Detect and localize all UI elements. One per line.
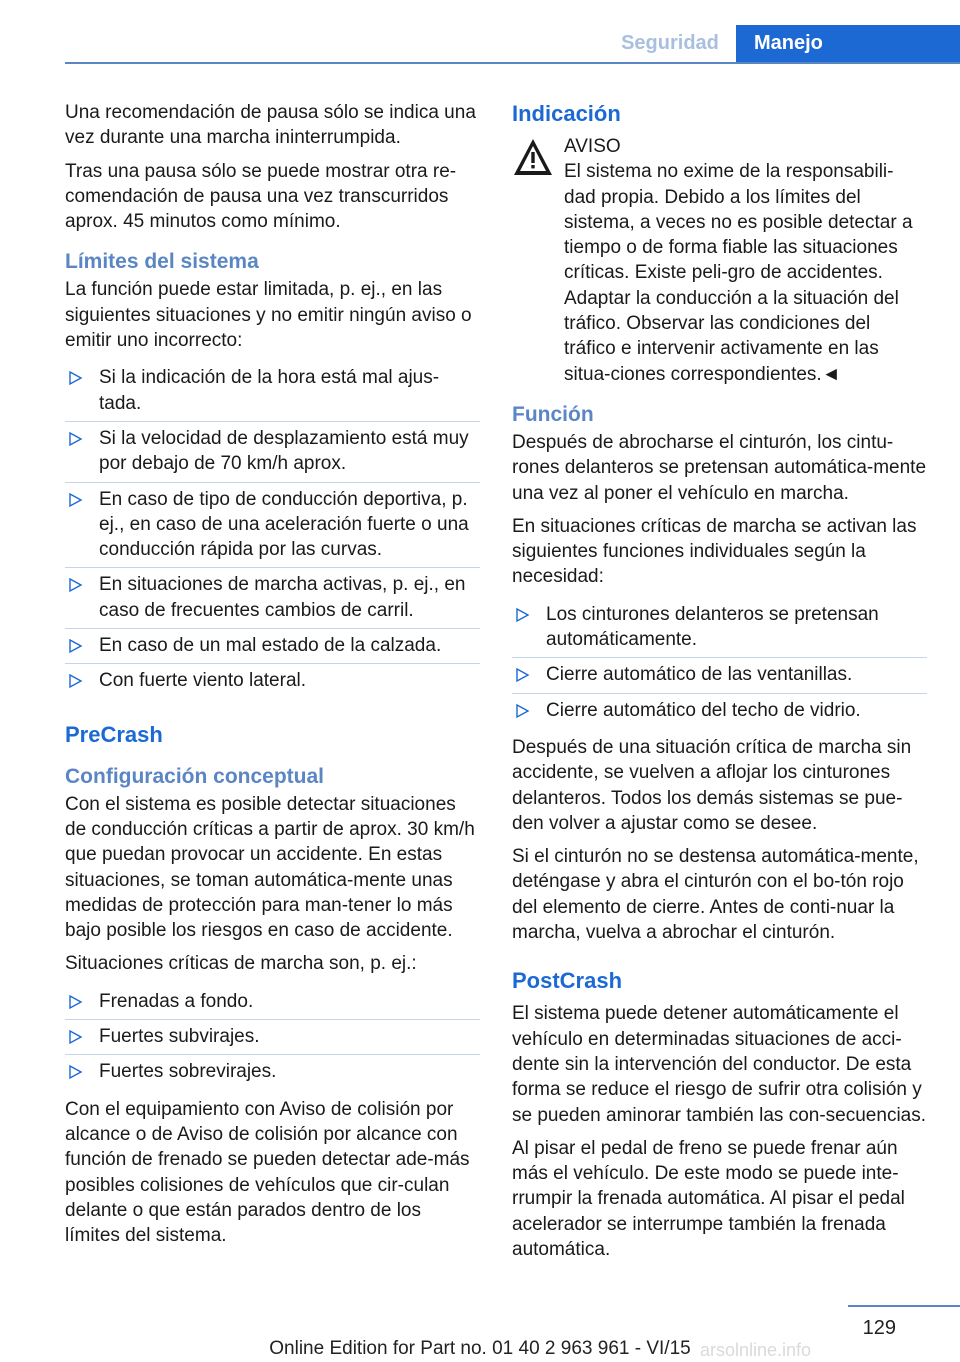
list-item-text: Fuertes sobrevirajes. <box>99 1061 277 1083</box>
list-item-text: Cierre automático del techo de vidrio. <box>546 699 861 721</box>
warning-triangle-icon <box>512 137 554 177</box>
warning-first-line: El sistema no exime de la responsabili- <box>564 161 894 183</box>
function-list <box>512 598 927 728</box>
list-item <box>65 985 480 1020</box>
limits-list <box>65 361 480 698</box>
paragraph: Después de una situación crítica de marcha sin accidente, se vuelven a aflojar los cinturones delanteros. Todos los demás sistemas se pue-den volver a ajustar como se desee. <box>512 736 912 834</box>
section-heading-indication: Indicación <box>512 101 621 126</box>
left-column <box>65 100 480 1256</box>
triangle-right-icon <box>514 703 530 719</box>
edition-footer: Online Edition for Part no. 01 40 2 963 961 - VI/15 <box>269 1338 691 1359</box>
page-number: 129 <box>862 1317 896 1339</box>
triangle-right-icon <box>514 607 530 623</box>
list-item-text: Los cinturones delanteros se pretensan automáticamente. <box>546 603 879 651</box>
triangle-right-icon <box>67 431 83 447</box>
paragraph: Al pisar el pedal de freno se puede frenar aún más el vehículo. De este modo se puede inte-rrumpir la frenada automática. Al pisar el pedal acelerador se interrumpe también la frenada automática. <box>512 1137 905 1260</box>
tab-manejo[interactable]: Manejo <box>736 25 960 62</box>
triangle-right-icon <box>67 1029 83 1045</box>
critical-list <box>65 985 480 1090</box>
paragraph: Una recomendación de pausa sólo se indica una vez durante una marcha ininterrumpida. <box>65 102 476 149</box>
section-heading-precrash: PreCrash <box>65 721 163 747</box>
list-item-text: Frenadas a fondo. <box>99 990 254 1012</box>
list-item-text: Con fuerte viento lateral. <box>99 670 307 692</box>
paragraph: Con el sistema es posible detectar situaciones de conducción críticas a partir de aprox. 30 km/h que puedan provocar un accidente. En estas situaciones, se toman automática-mente unas medidas de protección para man-tener lo más bajo posible los riesgos en caso de accidente. <box>65 793 475 942</box>
triangle-right-icon <box>514 667 530 683</box>
tab-seguridad[interactable]: Seguridad <box>621 32 719 54</box>
triangle-right-icon <box>67 492 83 508</box>
list-item <box>512 694 927 728</box>
section-heading-limits: Límites del sistema <box>65 250 259 274</box>
paragraph: Después de abrocharse el cinturón, los cintu-rones delanteros se pretensan automática-mente una vez al poner el vehículo en marcha. <box>512 431 927 504</box>
list-item <box>65 629 480 664</box>
section-heading-concept: Configuración conceptual <box>65 764 325 788</box>
triangle-right-icon <box>67 673 83 689</box>
paragraph: El sistema puede detener automáticamente el vehículo en determinadas situaciones de acci-dente sin la intervención del conductor. De esta forma se reduce el riesgo de sufrir otra colisión y se pueden aminorar también las con-secuencias. <box>512 1003 927 1126</box>
paragraph: Tras una pausa sólo se puede mostrar otra re-comendación de pausa una vez transcurridos aprox. 45 minutos como mínimo. <box>65 160 457 233</box>
list-item-text: Fuertes subvirajes. <box>99 1026 260 1048</box>
triangle-right-icon <box>67 1064 83 1080</box>
list-item-text: Si la indicación de la hora está mal ajus-tada. <box>99 367 440 414</box>
header-rule <box>65 62 960 64</box>
paragraph: La función puede estar limitada, p. ej., en las siguientes situaciones y no emitir ningún aviso o emitir uno incorrecto: <box>65 279 472 352</box>
list-item <box>65 664 480 698</box>
footer-rule <box>848 1305 960 1307</box>
triangle-right-icon <box>67 577 83 593</box>
triangle-right-icon <box>67 638 83 654</box>
list-item <box>65 422 480 483</box>
triangle-right-icon <box>67 370 83 386</box>
list-item-text: En situaciones de marcha activas, p. ej., en caso de frecuentes cambios de carril. <box>99 574 466 621</box>
paragraph: Situaciones críticas de marcha son, p. ej.: <box>65 953 417 975</box>
list-item <box>65 568 480 629</box>
list-item-text: Si la velocidad de desplazamiento está muy por debajo de 70 km/h aprox. <box>99 427 469 475</box>
warning-text: dad propia. Debido a los límites del sistema, a veces no es posible detectar a tiempo o de forma fiable las situaciones críticas. Existe peli-gro de accidentes. Adaptar la conducción a la situación del tráfico. Observar las condiciones del tráfico e intervenir activamente en las situa-ciones correspondientes.◄ <box>564 186 913 385</box>
section-heading-function: Función <box>512 402 594 426</box>
paragraph: En situaciones críticas de marcha se activan las siguientes funciones individuales según la necesidad: <box>512 515 917 588</box>
list-item <box>65 1055 480 1089</box>
list-item <box>512 658 927 693</box>
list-item <box>65 1020 480 1055</box>
list-item <box>512 598 927 659</box>
list-item-text: En caso de un mal estado de la calzada. <box>99 635 442 657</box>
list-item-text: En caso de tipo de conducción deportiva, p. ej., en caso de una aceleración fuerte o una conducción rápida por las curvas. <box>99 488 469 561</box>
warning-label: AVISO <box>564 136 621 157</box>
warning-block <box>512 134 927 387</box>
list-item <box>65 361 480 422</box>
right-column <box>512 100 927 1270</box>
paragraph: Con el equipamiento con Aviso de colisión por alcance o de Aviso de colisión por alcance con función de frenado se pueden detectar ade-más posibles colisiones de vehículos que cir-culan delante o que están parados dentro de los límites del sistema. <box>65 1098 470 1247</box>
watermark: arsolnline.info <box>700 1340 812 1360</box>
list-item <box>65 483 480 569</box>
paragraph: Si el cinturón no se destensa automática-mente, deténgase y abra el cinturón con el bo-tón rojo del elemento de cierre. Antes de conti-nuar la marcha, vuelva a abrochar el cinturón. <box>512 846 919 944</box>
list-item-text: Cierre automático de las ventanillas. <box>546 664 853 686</box>
section-heading-postcrash: PostCrash <box>512 968 623 994</box>
triangle-right-icon <box>67 994 83 1010</box>
